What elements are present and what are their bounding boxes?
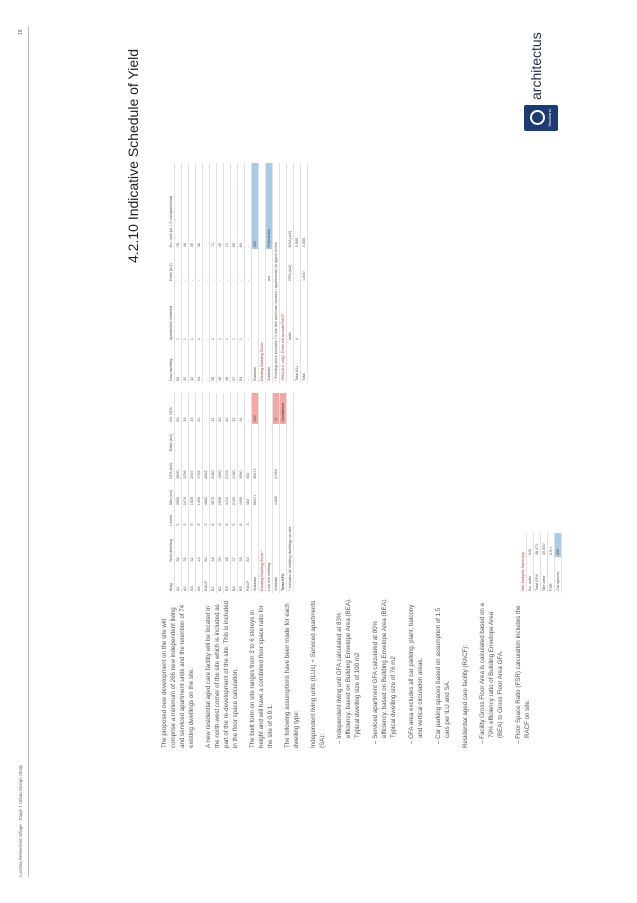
table-row: A4 24 5 1490 1794 21 — [196, 393, 203, 593]
table-row: B1 48 6 3670 3180 44 — [210, 393, 217, 593]
table-subheading: Site Analysis Summary — [520, 533, 527, 593]
table-subheading: Yield (ILU only): Does not include RACF — [280, 163, 287, 383]
table-row: RACF 84 3 4662 4662 - — [203, 393, 210, 593]
footer-divider — [28, 26, 29, 877]
yield-table — [168, 393, 294, 593]
bullet-item: – Independent living unit GFA calculated at 83% efficiency, based on Building Envelope Area (BEA). Typical dwelling size of 100 m2 — [336, 598, 361, 744]
table-row: A2 32 5 2470 2256 33 — [182, 393, 189, 593]
paragraph: A new residential aged care facility will be located in the north-west corner of the site which is included as part of the re-development of the site. This is included in the floor space calculation. — [205, 600, 239, 748]
stockland-badge-icon: Stockland — [524, 105, 558, 131]
table-row: 30 1 - 45 — [217, 163, 224, 383]
table-row: Total 1,600 4,500 — [301, 163, 308, 383]
table-row: 48 1 - 72 — [210, 163, 217, 383]
paragraph: The following assumptions have been made for each dwelling type: — [284, 603, 300, 748]
table-row: FSR 0.9:1 — [548, 533, 555, 593]
section-title: 4.2.10 Indicative Schedule of Yield — [125, 48, 141, 263]
table-header-row: New dwelling Apartments retained Ratio (m2) No. cars (at 1.5 car/apartment) — [168, 163, 175, 383]
table-row: A3 32 5 1925 2007 33 — [189, 393, 196, 593]
bullet-item: – GFA area excludes all car parking, plant, balcony and vertical circulation areas. — [408, 604, 424, 744]
table-row: Subtotal 399 — [252, 163, 259, 383]
table-row: 32 1 - 48 — [182, 163, 189, 383]
table-row: Subtotal 4,800 4,548 74 — [273, 393, 280, 593]
table-row: - - - - — [245, 163, 252, 383]
table-row: 37 1 - 55 — [231, 163, 238, 383]
table-row: 24 1 - 36 — [196, 163, 203, 383]
bullet-item: – Car parking spaces based on assumption of 1.5 cars per ILU and SA. — [435, 607, 451, 744]
table-row: B4 37 5 2190 2180 32 — [231, 393, 238, 593]
logo-wordmark: architectus — [528, 32, 544, 100]
dwelling-table — [168, 163, 308, 383]
architectus-logo — [520, 21, 564, 131]
table-header-row: Bldg New dwelling Levels Site (m2) GFA (m2) Ratio (m2) No. GFA — [168, 393, 175, 593]
table-row: Low rise existing — [266, 393, 273, 593]
table-footnote: * Includes all existing dwellings on site — [287, 393, 294, 593]
bullet-item: – Floor Space Ratio (FSR) calculation includes the RACF on site. — [515, 605, 531, 744]
table-row: Total GFA Combined — [280, 393, 287, 593]
table-row: Total GFA 36,471 — [534, 533, 541, 593]
table-row: Subtotal n/a Pedestrian — [266, 163, 273, 383]
table-row: 32 1 - 48 — [189, 163, 196, 383]
table-footnote: * Existing stock includes 74 low rise and town houses / apartments on upper levels — [273, 163, 280, 383]
site-summary-table — [520, 533, 562, 593]
table-row: A1 52 5 3900 3900 53 — [175, 393, 182, 593]
table-row: 52 1 - 78 — [175, 163, 182, 383]
table-row: 53 1 - 80 — [238, 163, 245, 383]
paragraph: Residential aged care facility (RACF): — [462, 644, 469, 748]
table-row: RACF 84 3 462 462 - — [245, 393, 252, 593]
table-row: Car spaces 399 — [555, 533, 562, 593]
table-row: Site area 40,000 — [541, 533, 548, 593]
table-row: No. units 340 — [527, 533, 534, 593]
table-row: B3 48 6 3110 2103 40 — [224, 393, 231, 593]
table-row: - - - - — [203, 163, 210, 383]
page-number: 18 — [18, 29, 24, 35]
table-row: B2 30 5 2690 1960 32 — [217, 393, 224, 593]
table-row: 48 1 - 72 — [224, 163, 231, 383]
footer-text: Lucretia Retirement Village · Stage 1 Urban Design Study — [18, 764, 23, 877]
paragraph: Independent living units (ILUs) + Serviced apartments (SA): — [310, 600, 326, 748]
table-header-row: units GFA (m2) NSA (m2) — [287, 163, 294, 383]
table-subheading: Existing Building Stock * — [259, 393, 266, 593]
body-text-column — [160, 598, 541, 748]
paragraph: The proposed new development on the site will comprise a minimum of 266 new independent living and serviced apartment units and the retention of 74 existing dwellings on the site. — [161, 604, 195, 748]
table-row: Total ILU 4 - 3,000 — [294, 163, 301, 383]
bullet-item: – Facility Gross Floor Area is calculated based on a 70% efficiency ratio of Building Envelope Area (BEA) to Gross Floor Area GFA. — [479, 602, 504, 744]
table-row: Subtotal 56371 36471 366 — [252, 393, 259, 593]
table-row: B5 53 6 4490 3080 44 — [238, 393, 245, 593]
bullet-item: – Serviced apartment GFA calculated at 80% efficiency, based on Building Envelope Area (BEA). Typical dwelling size of 76 m2 — [372, 598, 397, 744]
table-subheading: Existing Building Stock — [259, 163, 266, 383]
paragraph: The built form on site ranges from 3 to 6 storeys in height and will have a combined floor space ratio for the site of 0.9:1. — [249, 605, 274, 748]
